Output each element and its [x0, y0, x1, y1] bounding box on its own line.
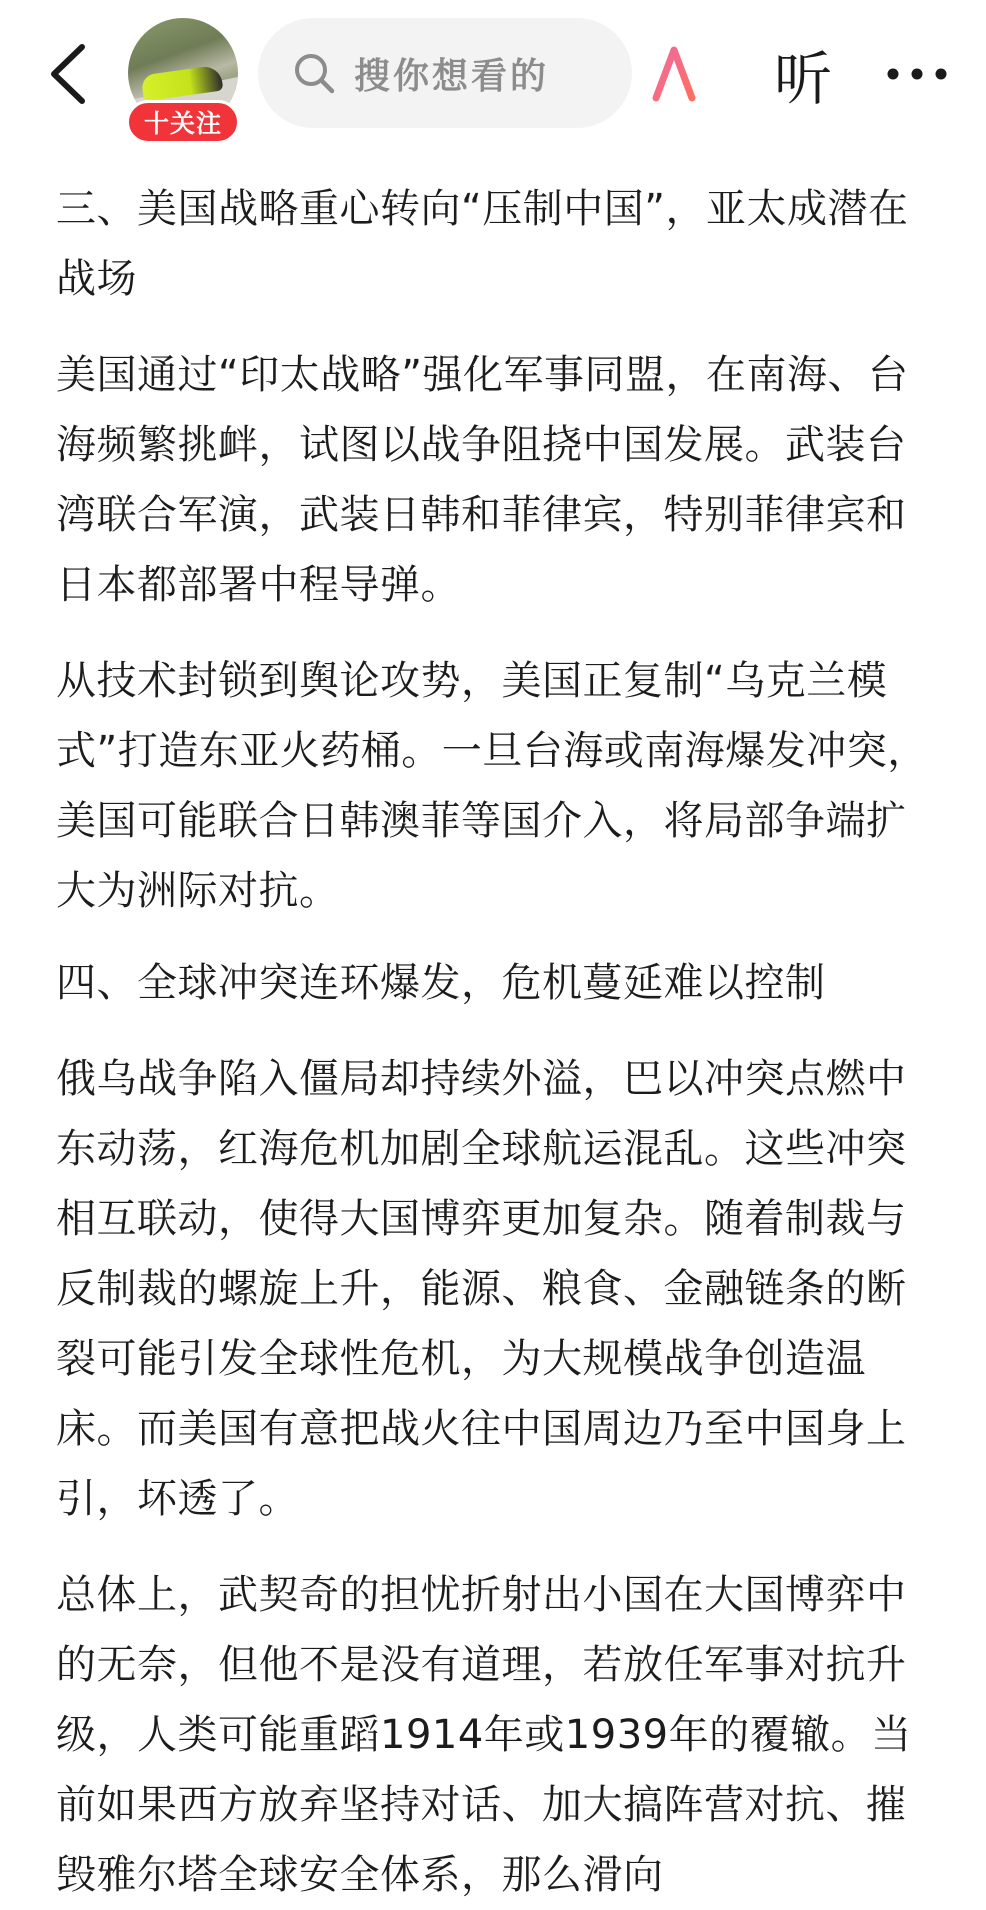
- section-heading: 三、美国战略重心转向“压制中国”，亚太成潜在战场: [56, 186, 909, 302]
- top-nav-bar: [0, 0, 986, 150]
- article-body: [56, 174, 946, 1910]
- more-button[interactable]: [880, 46, 954, 102]
- article-paragraph: 从技术封锁到舆论攻势，美国正复制“乌克兰模式”打造东亚火药桶。一旦台海或南海爆发冲突，美国可能联合日韩澳菲等国介入，将局部争端扩大为洲际对抗。: [56, 658, 928, 914]
- listen-button[interactable]: 听: [773, 45, 832, 113]
- ai-button[interactable]: [648, 38, 722, 110]
- article-paragraph: 美国通过“印太战略”强化军事同盟，在南海、台海频繁挑衅，试图以战争阻挠中国发展。武装台湾联合军演，武装日韩和菲律宾，特别菲律宾和日本都部署中程导弹。: [56, 352, 909, 608]
- author-avatar-group[interactable]: [128, 18, 238, 138]
- ai-gradient-icon: [650, 44, 720, 104]
- follow-button[interactable]: 十关注: [126, 100, 240, 144]
- back-button[interactable]: [40, 38, 96, 110]
- more-dots-icon: [885, 66, 949, 82]
- search-input[interactable]: [258, 18, 632, 128]
- search-icon: [292, 51, 336, 95]
- search-placeholder: 搜你想看的: [354, 55, 550, 97]
- article-paragraph: 俄乌战争陷入僵局却持续外溢，巴以冲突点燃中东动荡，红海危机加剧全球航运混乱。这些冲突相互联动，使得大国博弈更加复杂。随着制裁与反制裁的螺旋上升，能源、粮食、金融链条的断裂可能引发全球性危机，为大规模战争创造温床。而美国有意把战火往中国周边乃至中国身上引，坏透了。: [56, 1056, 907, 1522]
- article-paragraph: 总体上，武契奇的担忧折射出小国在大国博弈中的无奈，但他不是没有道理，若放任军事对抗升级，人类可能重蹈1914年或1939年的覆辙。当前如果西方放弃坚持对话、加大搞阵营对抗、摧毁雅尔塔全球安全体系，那么滑向: [56, 1572, 912, 1898]
- section-heading: 四、全球冲突连环爆发，危机蔓延难以控制: [56, 960, 826, 1006]
- chevron-left-icon: [48, 43, 88, 105]
